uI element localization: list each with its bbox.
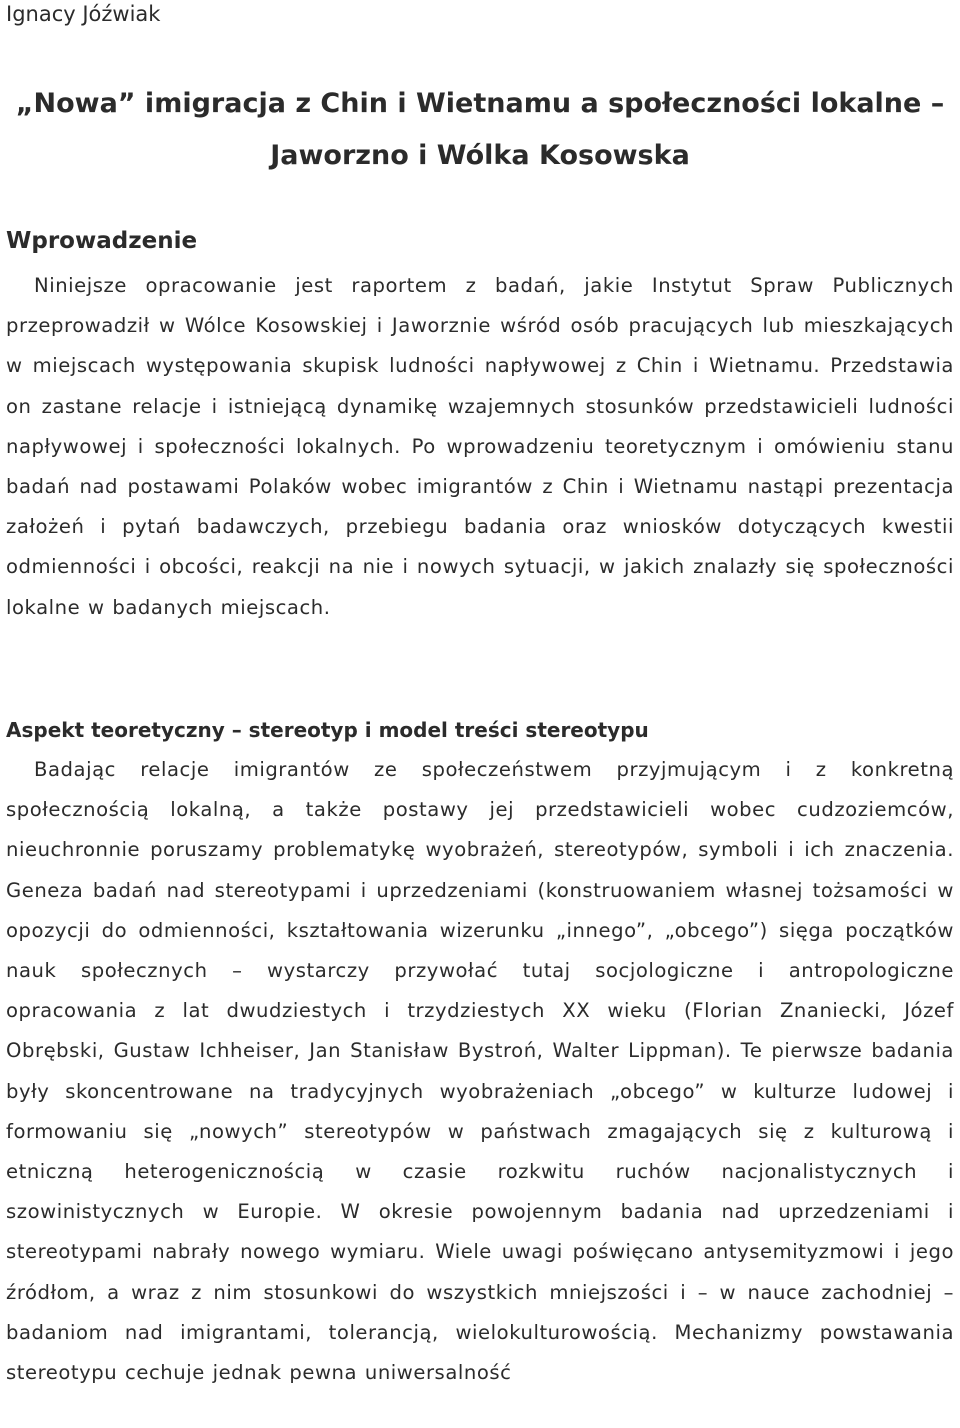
author-name: Ignacy Jóźwiak — [6, 2, 161, 26]
section-heading-introduction: Wprowadzenie — [6, 228, 198, 254]
introduction-paragraph: Niniejsze opracowanie jest raportem z badań, jakie Instytut Spraw Publicznych przeprowadził w Wólce Kosowskiej i Jaworznie wśród osób pracujących lub mieszkających w miejscach występowania skupisk ludności napływowej z Chin i Wietnamu. Przedstawia on zastane relacje i istniejącą dynamikę wzajemnych stosunków przedstawicieli ludności napływowej i społeczności lokalnych. Po wprowadzeniu teoretycznym i omówieniu stanu badań nad postawami Polaków wobec imigrantów z Chin i Wietnamu nastąpi prezentacja założeń i pytań badawczych, przebiegu badania oraz wniosków dotyczących kwestii odmienności i obcości, reakcji na nie i nowych sytuacji, w jakich znalazły się społeczności lokalne w badanych miejscach. — [6, 274, 954, 619]
section-heading-theory: Aspekt teoretyczny – stereotyp i model treści stereotypu — [6, 718, 649, 742]
document-title — [0, 78, 960, 182]
title-line-1: „Nowa” imigracja z Chin i Wietnamu a społeczności lokalne – — [15, 88, 945, 119]
theory-paragraph: Badając relacje imigrantów ze społeczeństwem przyjmującym i z konkretną społecznością lokalną, a także postawy jej przedstawicieli wobec cudzoziemców, nieuchronnie poruszamy problematykę wyobrażeń, stereotypów, symboli i ich znaczenia. Geneza badań nad stereotypami i uprzedzeniami (konstruowaniem własnej tożsamości w opozycji do odmienności, kształtowania wizerunku „innego”, „obcego”) sięga początków nauk społecznych – wystarczy przywołać tutaj socjologiczne i antropologiczne opracowania z lat dwudziestych i trzydziestych XX wieku (Florian Znaniecki, Józef Obrębski, Gustaw Ichheiser, Jan Stanisław Bystroń, Walter Lippman). Te pierwsze badania były skoncentrowane na tradycyjnych wyobrażeniach „obcego” w kulturze ludowej i formowaniu się „nowych” stereotypów w państwach zmagających się z kulturową i etniczną heterogenicznością w czasie rozkwitu ruchów nacjonalistycznych i szowinistycznych w Europie. W okresie powojennym badania nad uprzedzeniami i stereotypami nabrały nowego wymiaru. Wiele uwagi poświęcano antysemityzmowi i jego źródłom, a wraz z nim stosunkowi do wszystkich mniejszości i – w nauce zachodniej – badaniom nad imigrantami, tolerancją, wielokulturowością. Mechanizmy powstawania stereotypu cechuje jednak pewna uniwersalność — [6, 758, 954, 1385]
title-line-2: Jaworzno i Wólka Kosowska — [270, 140, 690, 171]
